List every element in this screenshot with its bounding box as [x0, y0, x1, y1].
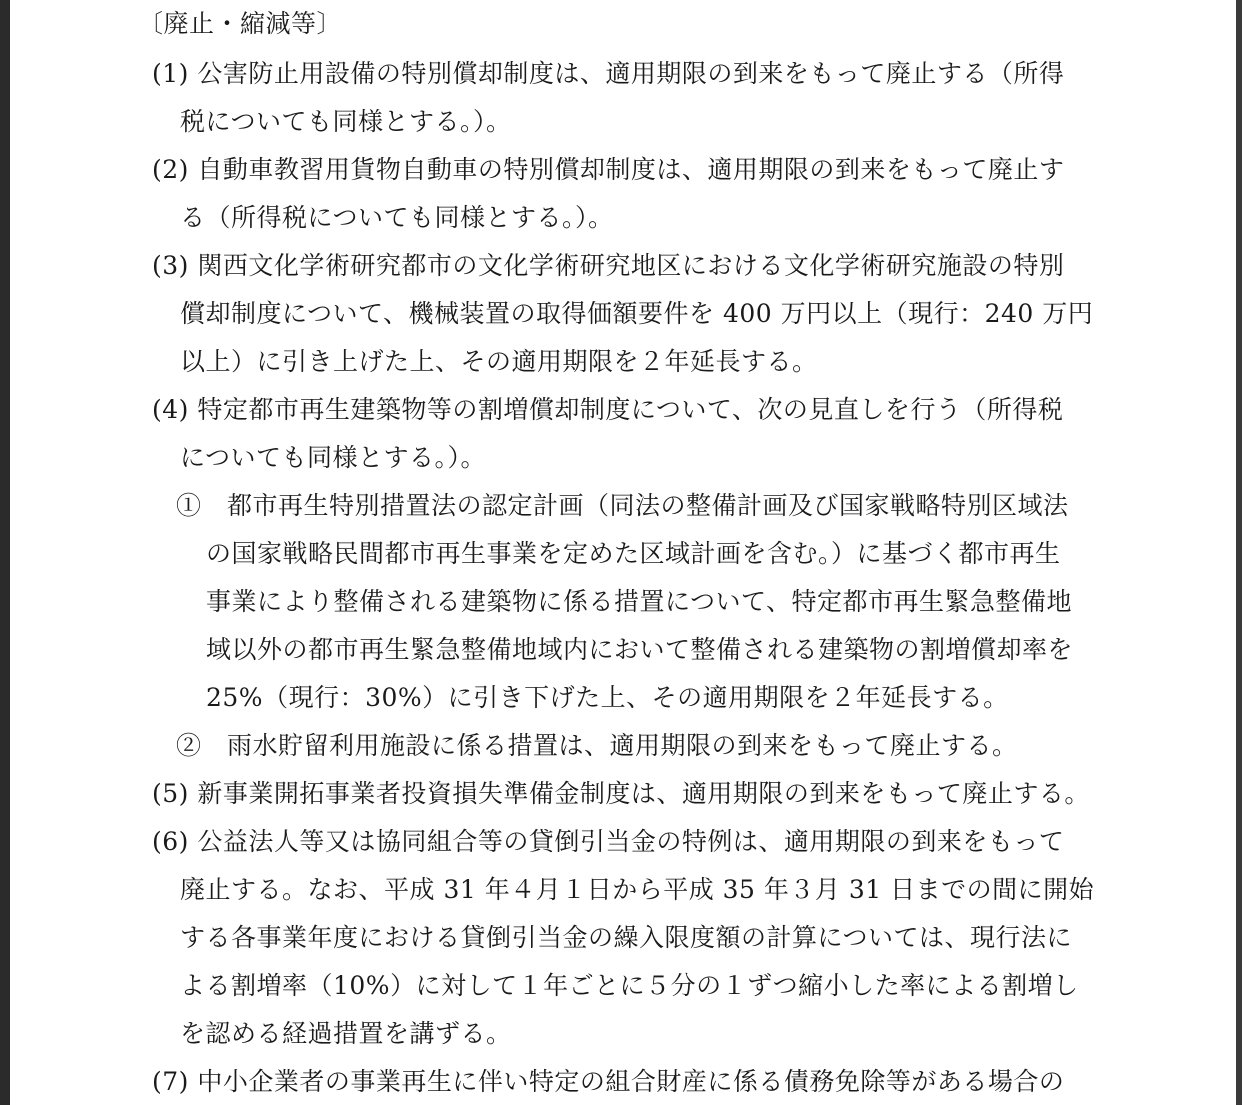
left-window-edge [0, 0, 10, 1105]
item-4-line-1: (4) 特定都市再生建築物等の割増償却制度について、次の見直しを行う（所得税 [152, 395, 1064, 424]
item-1-line-2: 税についても同様とする。）。 [180, 107, 512, 136]
item-1-line-1: (1) 公害防止用設備の特別償却制度は、適用期限の到来をもって廃止する（所得 [152, 59, 1065, 88]
document-page [10, 0, 1236, 1105]
item-4-line-2: についても同様とする。）。 [180, 443, 487, 472]
item-6-line-4: よる割増率（10%）に対して１年ごとに５分の１ずつ縮小した率による割増し [180, 971, 1079, 1000]
item-6-line-3: する各事業年度における貸倒引当金の繰入限度額の計算については、現行法に [180, 923, 1073, 952]
item-2-line-2: る（所得税についても同様とする。）。 [180, 203, 614, 232]
item-4-sub-1-line-4: 域以外の都市再生緊急整備地域内において整備される建築物の割増償却率を [206, 635, 1074, 664]
item-4-sub-1-line-5: 25%（現行：30%）に引き下げた上、その適用期限を２年延長する。 [206, 683, 1009, 712]
item-3-line-1: (3) 関西文化学術研究都市の文化学術研究地区における文化学術研究施設の特別 [152, 251, 1065, 280]
right-window-edge [1236, 0, 1242, 1105]
item-6-line-2: 廃止する。なお、平成 31 年４月１日から平成 35 年３月 31 日までの間に開始 [180, 875, 1095, 904]
item-6-line-5: を認める経過措置を講ずる。 [180, 1019, 512, 1048]
item-2-line-1: (2) 自動車教習用貨物自動車の特別償却制度は、適用期限の到来をもって廃止す [152, 155, 1065, 184]
item-4-sub-2-line-1: ② 雨水貯留利用施設に係る措置は、適用期限の到来をもって廃止する。 [176, 731, 1018, 760]
item-4-sub-1-line-3: 事業により整備される建築物に係る措置について、特定都市再生緊急整備地 [206, 587, 1073, 616]
item-5-line-1: (5) 新事業開拓事業者投資損失準備金制度は、適用期限の到来をもって廃止する。 [152, 779, 1090, 808]
item-6-line-1: (6) 公益法人等又は協同組合等の貸倒引当金の特例は、適用期限の到来をもって [152, 827, 1065, 856]
item-7-line-1: (7) 中小企業者の事業再生に伴い特定の組合財産に係る債務免除等がある場合の [152, 1067, 1065, 1096]
item-3-line-2: 償却制度について、機械装置の取得価額要件を 400 万円以上（現行：240 万円 [180, 299, 1094, 328]
item-3-line-3: 以上）に引き上げた上、その適用期限を２年延長する。 [180, 347, 818, 376]
item-4-sub-1-line-1: ① 都市再生特別措置法の認定計画（同法の整備計画及び国家戦略特別区域法 [176, 491, 1069, 520]
section-heading: 〔廃止・縮減等〕 [138, 9, 343, 38]
item-4-sub-1-line-2: の国家戦略民間都市再生事業を定めた区域計画を含む。）に基づく都市再生 [206, 539, 1061, 568]
